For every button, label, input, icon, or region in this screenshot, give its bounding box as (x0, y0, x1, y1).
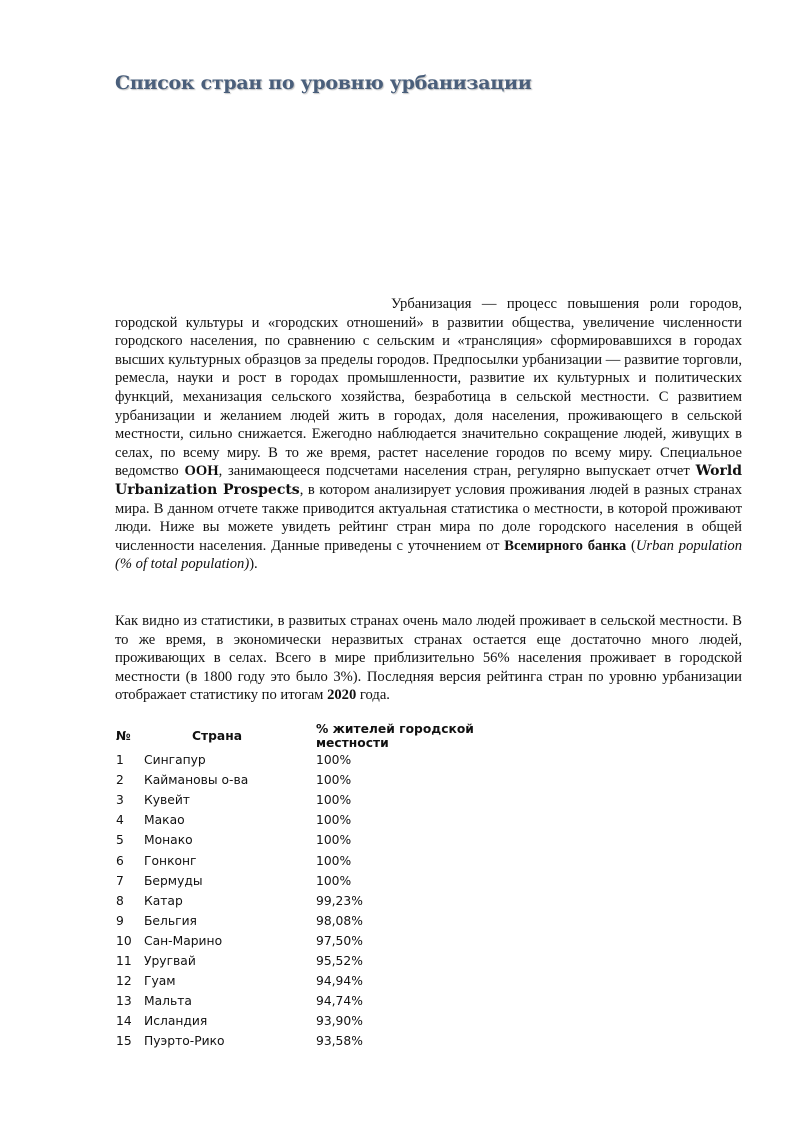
table-row (113, 770, 546, 790)
row-pct: 100% (316, 813, 352, 828)
row-country: Пуэрто-Рико (144, 1034, 225, 1049)
header-pct: % жителей городской местности (316, 722, 474, 750)
un-bold: ООН (184, 463, 219, 480)
table-row (113, 830, 546, 850)
row-country: Макао (144, 813, 185, 828)
row-country: Сингапур (144, 753, 206, 768)
row-pct: 95,52% (316, 953, 363, 968)
row-pct: 94,74% (316, 994, 363, 1009)
row-country: Бермуды (144, 873, 203, 888)
header-num: № (116, 729, 131, 743)
row-pct: 100% (316, 853, 352, 868)
row-country: Гуам (144, 974, 176, 989)
row-num: 12 (116, 974, 132, 989)
row-pct: 97,50% (316, 933, 363, 948)
stats-paragraph (115, 612, 742, 705)
table-row (113, 971, 546, 991)
row-country: Гонконг (144, 853, 197, 868)
table-row (113, 991, 546, 1011)
table-row (113, 750, 546, 770)
intro-text-1: Урбанизация — процесс повышения роли городов, городской культуры и «городских отношений» в развитии общества, увеличение численности городского населения, по сравнению с сельским и «трансляция» сформировавшихся в городах высших культурных образцов за пределы городов. Предпосылки урбанизации — развитие торговли, ремесла, науки и рост в городах промышленности, развитие их культурных и политических функций, механизация сельского хозяйства, безработица в сельской местности. С развитием урбанизации и желанием людей жить в городах, доля населения, проживающего в сельской местности, сильно снижается. Ежегодно наблюдается значительно сокращение людей, живущих в селах, по всему миру. В то же время, растет население городов по всему миру. Специальное ведомство (115, 296, 742, 480)
intro-text-5: ). (249, 556, 258, 573)
row-pct: 98,08% (316, 913, 363, 928)
intro-text-3: , в котором анализирует условия проживания людей в разных странах мира. В данном отчете также приводится актуальная статистика о местности, в которой проживают люди. Ниже вы можете увидеть рейтинг стран мира по доле городского населения в общей численности населения. Данные приведены с уточнением от (115, 481, 742, 554)
stats-text-2: года. (356, 687, 390, 704)
table-row (113, 1031, 546, 1051)
row-num: 15 (116, 1034, 132, 1049)
intro-text-4: ( (626, 537, 636, 554)
table-row (113, 931, 546, 951)
row-country: Уругвай (144, 953, 196, 968)
row-num: 13 (116, 994, 132, 1009)
row-country: Мальта (144, 994, 192, 1009)
row-num: 2 (116, 773, 124, 788)
row-num: 11 (116, 953, 132, 968)
urban-population-italic: Urban population (% of total population) (115, 537, 743, 573)
row-pct: 94,94% (316, 974, 363, 989)
row-pct: 100% (316, 773, 352, 788)
row-num: 4 (116, 813, 124, 828)
row-country: Сан-Марино (144, 933, 223, 948)
table-row (113, 871, 546, 891)
table-row (113, 1011, 546, 1031)
row-num: 5 (116, 833, 124, 848)
row-pct: 93,58% (316, 1034, 363, 1049)
row-pct: 93,90% (316, 1014, 363, 1029)
row-pct: 100% (316, 873, 352, 888)
row-country: Исландия (144, 1014, 208, 1029)
row-num: 3 (116, 793, 124, 808)
table-row (113, 951, 546, 971)
table-row (113, 790, 546, 810)
report-name-bold: World Urbanization Prospects (115, 463, 742, 498)
year-bold: 2020 (327, 687, 357, 704)
row-num: 6 (116, 853, 124, 868)
table-row (113, 911, 546, 931)
row-country: Монако (144, 833, 193, 848)
world-bank-bold: Всемирного банка (504, 537, 627, 554)
header-country: Страна (191, 729, 243, 743)
row-num: 14 (116, 1014, 132, 1029)
intro-paragraph (115, 295, 742, 574)
table-header-row (113, 722, 546, 750)
row-country: Кувейт (144, 793, 190, 808)
row-pct: 100% (316, 833, 352, 848)
row-num: 8 (116, 893, 124, 908)
stats-text-1: Как видно из статистики, в развитых странах очень мало людей проживает в сельской местности. В то же время, в экономически неразвитых странах остается еще достаточно много людей, проживающих в селах. Всего в мире приблизительно 56% населения проживает в городской местности (в 1800 году это было 3%). Последняя версия рейтинга стран по уровню урбанизации отображает статистику по итогам (115, 613, 742, 704)
row-pct: 100% (316, 793, 352, 808)
row-pct: 99,23% (316, 893, 363, 908)
row-num: 10 (116, 933, 132, 948)
row-country: Бельгия (144, 913, 197, 928)
page-title: Список стран по уровню урбанизации (115, 72, 532, 94)
row-num: 7 (116, 873, 124, 888)
urbanization-table (113, 722, 546, 1051)
row-pct: 100% (316, 753, 352, 768)
table-row (113, 850, 546, 870)
table-row (113, 810, 546, 830)
intro-text-2: , занимающееся подсчетами населения стран, регулярно выпускает отчет (218, 463, 696, 480)
row-num: 1 (116, 753, 124, 768)
row-num: 9 (116, 913, 124, 928)
table-row (113, 891, 546, 911)
row-country: Катар (144, 893, 183, 908)
row-country: Каймановы о-ва (144, 773, 249, 788)
